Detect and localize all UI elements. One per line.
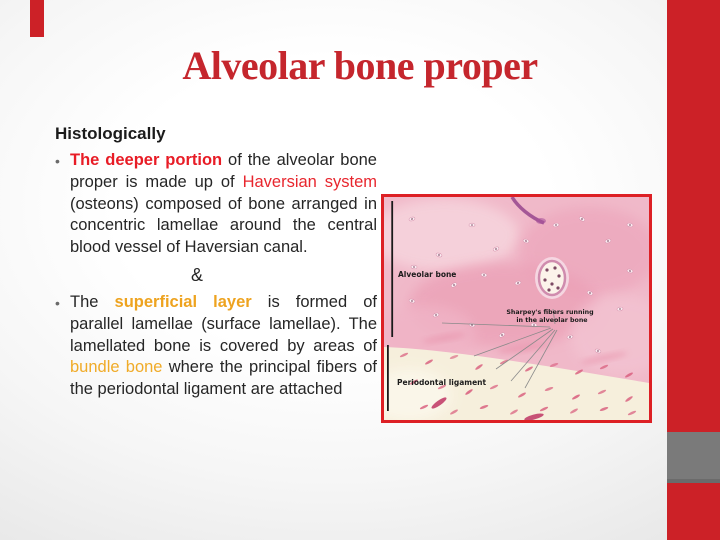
bullet-1 <box>55 150 377 259</box>
ribbon-gray-accent <box>667 432 720 483</box>
ampersand-separator: & <box>190 264 203 285</box>
histology-figure <box>381 194 652 423</box>
label-alveolar-bone: Alveolar bone <box>398 270 457 279</box>
text-column <box>55 124 377 401</box>
label-periodontal-ligament: Periodontal ligament <box>397 378 487 387</box>
label-sharpeys-fibers-line2: in the alveolar bone <box>516 317 588 324</box>
bullet-2-seg-superficial-layer: superficial layer <box>114 292 252 311</box>
bullet-2-dot: • <box>55 294 60 311</box>
heading-histologically: Histologically <box>55 124 166 143</box>
histology-image <box>384 197 649 420</box>
left-scale-line-lower <box>387 345 389 411</box>
bullet-1-seg-plain-a: of the alveolar bone proper is made up of <box>70 151 377 191</box>
bullet-1-seg-deeper-portion: The deeper portion <box>70 151 223 169</box>
top-left-red-tab <box>30 0 44 37</box>
haversian-canal <box>535 257 569 299</box>
bullet-2-seg-bundle-bone: bundle bone <box>70 358 163 377</box>
bullet-1-seg-haversian-system: Haversian system <box>242 172 378 191</box>
bullet-2-seg-plain-b: is formed of parallel lamellae (surface lamellae). The lamellated bone is covered by areas of <box>70 292 377 355</box>
bullet-2 <box>55 292 377 401</box>
bullet-1-dot: • <box>55 153 60 169</box>
left-scale-line-upper <box>391 201 393 337</box>
bullet-2-seg-plain-c: where the principal fibers of the periodontal ligament are attached <box>70 358 378 399</box>
right-red-ribbon <box>667 0 720 540</box>
bullet-1-seg-plain-b: (osteons) composed of bone arranged in concentric lamellae around the central blood vessel of Haversian canal. <box>70 194 377 257</box>
bullet-2-seg-plain-a: The <box>70 292 115 311</box>
slide-title: Alveolar bone proper <box>182 43 538 88</box>
label-sharpeys-fibers-line1: Sharpey's fibers running <box>506 309 594 316</box>
